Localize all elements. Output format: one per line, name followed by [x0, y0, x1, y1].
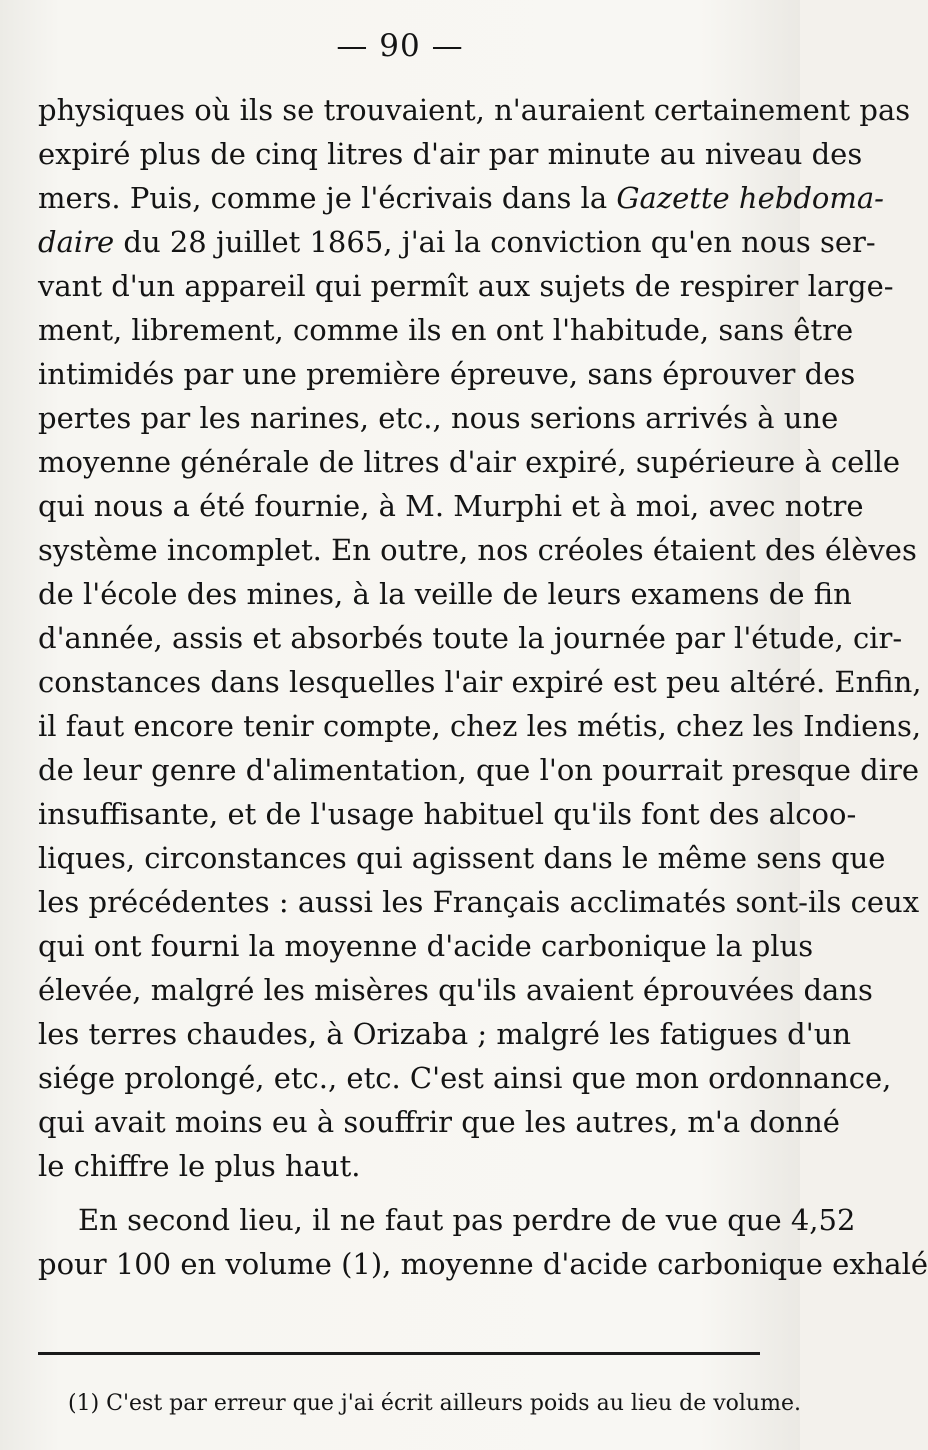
- text-line: élevée, malgré les misères qu'ils avaient éprouvées dans: [38, 973, 873, 1007]
- text-line: qui avait moins eu à souffrir que les autres, m'a donné: [38, 1105, 840, 1139]
- text-line: [38, 220, 876, 264]
- paragraph-end-line: le chiffre le plus haut.: [38, 1149, 361, 1183]
- text-line: les précédentes : aussi les Français acclimatés sont-ils ceux: [38, 885, 920, 919]
- text-line: insuffisante, et de l'usage habituel qu'ils font des alcoo-: [38, 797, 857, 831]
- text-segment: mers. Puis, comme je l'écrivais dans la: [38, 181, 617, 215]
- text-line: siége prolongé, etc., etc. C'est ainsi que mon ordonnance,: [38, 1061, 892, 1095]
- footnote: (1) C'est par erreur que j'ai écrit ailleurs poids au lieu de volume.: [68, 1391, 801, 1416]
- text-line: de leur genre d'alimentation, que l'on pourrait presque dire: [38, 753, 919, 787]
- text-line: d'année, assis et absorbés toute la journée par l'étude, cir-: [38, 621, 903, 655]
- italic-title: daire: [38, 225, 115, 259]
- page-number: — 90 —: [336, 28, 464, 64]
- italic-title: Gazette hebdoma-: [616, 181, 884, 215]
- text-line: système incomplet. En outre, nos créoles étaient des élèves: [38, 533, 917, 567]
- text-line: [38, 176, 884, 220]
- text-line: ment, librement, comme ils en ont l'habitude, sans être: [38, 313, 854, 347]
- text-line: qui ont fourni la moyenne d'acide carbonique la plus: [38, 929, 814, 963]
- text-line: pour 100 en volume (1), moyenne d'acide carbonique exhalé: [38, 1247, 928, 1281]
- text-line: de l'école des mines, à la veille de leurs examens de fin: [38, 577, 852, 611]
- text-line: intimidés par une première épreuve, sans éprouver des: [38, 357, 856, 391]
- text-line: qui nous a été fournie, à M. Murphi et à moi, avec notre: [38, 489, 864, 523]
- text-line: il faut encore tenir compte, chez les métis, chez les Indiens,: [38, 709, 922, 743]
- footnote-rule: [38, 1352, 760, 1355]
- text-line: liques, circonstances qui agissent dans le même sens que: [38, 841, 886, 875]
- text-line: vant d'un appareil qui permît aux sujets de respirer large-: [38, 269, 894, 303]
- text-line: pertes par les narines, etc., nous serions arrivés à une: [38, 401, 839, 435]
- text-line: En second lieu, il ne faut pas perdre de vue que 4,52: [78, 1203, 856, 1237]
- text-line: physiques où ils se trouvaient, n'auraient certainement pas: [38, 93, 911, 127]
- text-segment: du 28 juillet 1865, j'ai la conviction qu'en nous ser-: [114, 225, 876, 259]
- text-line: moyenne générale de litres d'air expiré, supérieure à celle: [38, 445, 901, 479]
- text-line: constances dans lesquelles l'air expiré est peu altéré. Enfin,: [38, 665, 922, 699]
- text-line: les terres chaudes, à Orizaba ; malgré les fatigues d'un: [38, 1017, 852, 1051]
- text-line: expiré plus de cinq litres d'air par minute au niveau des: [38, 137, 863, 171]
